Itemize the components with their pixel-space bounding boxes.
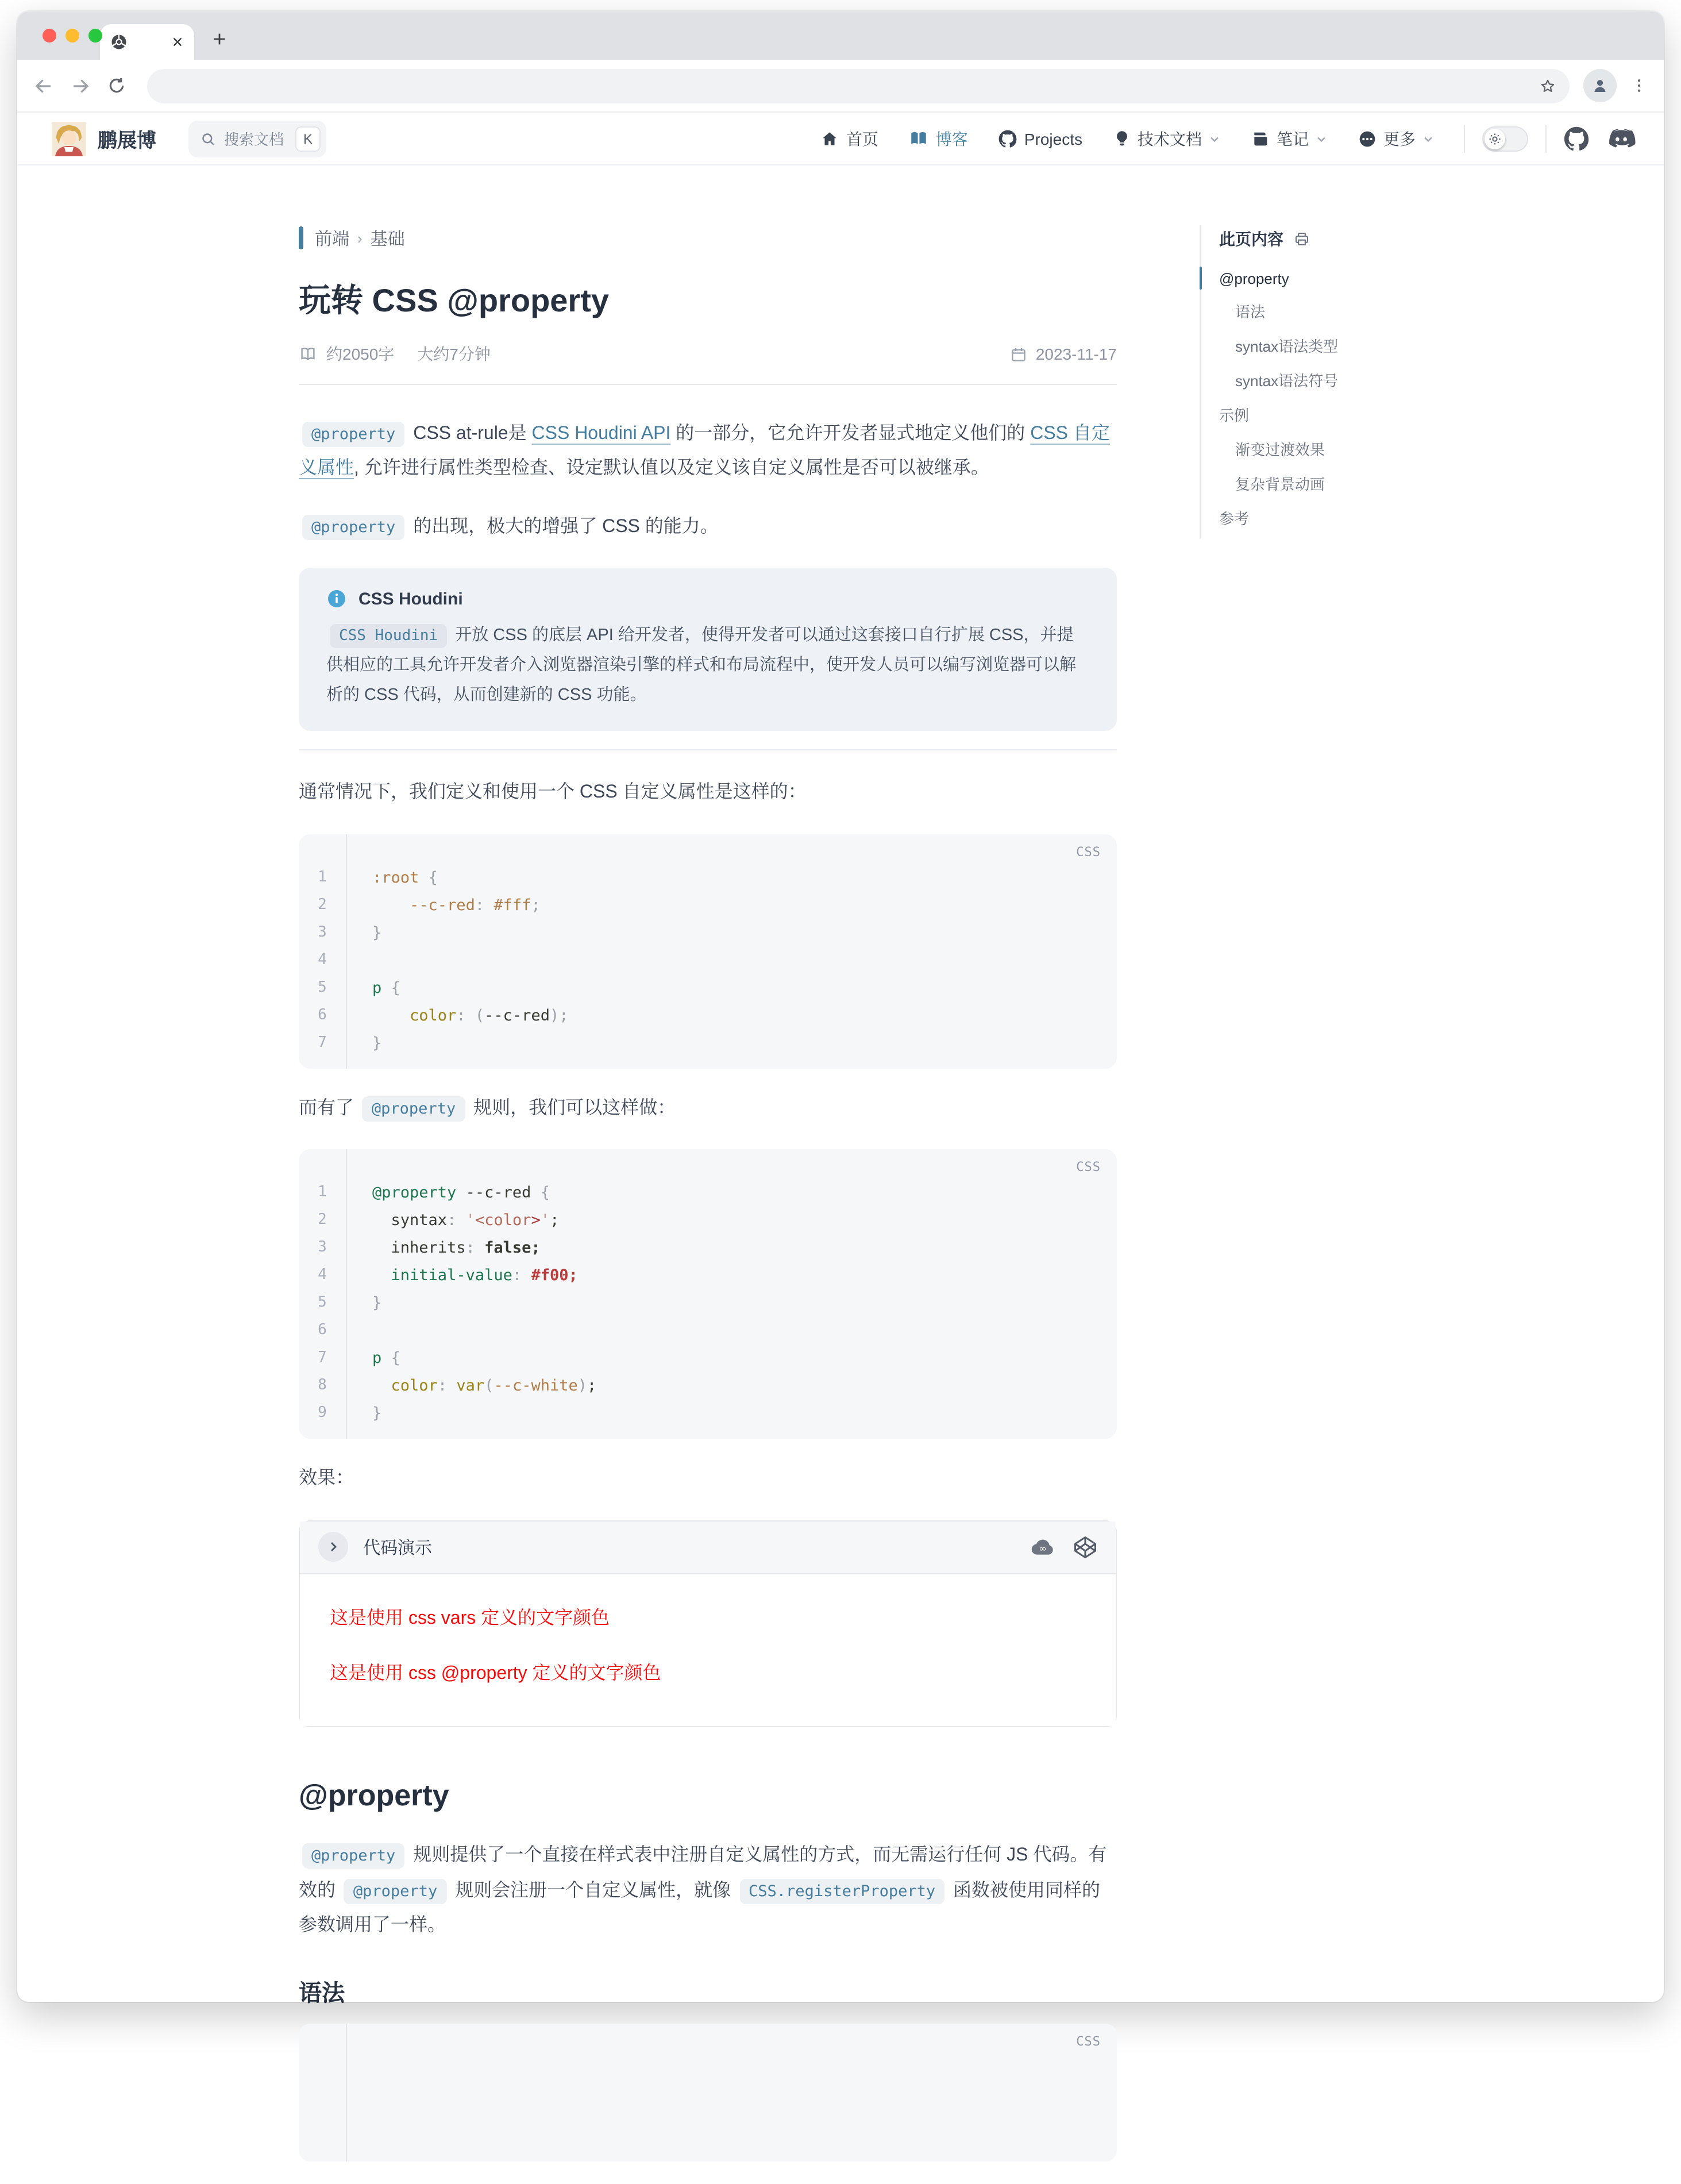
text-run: 而有了 [299,1098,359,1118]
callout-title [326,588,1089,609]
code-token: : [437,1377,448,1396]
demo-title: 代码演示 [363,1538,433,1558]
line-number: 1 [318,868,327,886]
codepen-icon[interactable] [1073,1535,1097,1559]
demo-header [300,1521,1116,1574]
inline-code: @property [302,515,404,540]
code-token: syntax [391,1211,448,1230]
chevron-down-icon [1209,133,1220,144]
code-token: <color [475,1211,531,1230]
code-token [456,1211,465,1230]
info-callout [299,568,1117,731]
code-language-label: CSS [1076,844,1101,860]
code-token: ; [531,896,541,915]
code-token [484,896,493,915]
theme-toggle[interactable] [1482,126,1528,151]
toc-item[interactable]: syntax语法符号 [1235,372,1339,390]
line-number: 3 [318,923,327,941]
code-token: @property [372,1184,457,1203]
code-token [447,1377,456,1395]
code-token: > [531,1211,541,1230]
paragraph [299,776,1117,811]
article-meta [299,342,1117,365]
code-token [475,1239,484,1257]
paragraph [299,1092,1117,1127]
line-number: 6 [318,1006,327,1024]
line-number: 5 [318,1294,327,1312]
code-token [372,1377,391,1395]
reload-icon[interactable] [107,76,126,95]
calendar-icon [1011,345,1028,363]
inline-code: @property [302,422,404,447]
demo-preview [300,1574,1116,1727]
article [299,225,1117,2184]
toc-list [1219,262,1418,537]
code-line [372,1400,1098,1427]
bookmark-star-icon[interactable] [1539,76,1557,95]
cloud-demo-icon[interactable] [1030,1534,1056,1560]
line-number: 8 [318,1377,327,1395]
nav-item-label: 笔记 [1277,129,1309,148]
code-token: ( [484,1377,494,1396]
toc-item[interactable]: 语法 [1235,303,1266,321]
subsection-heading: 语法 [299,1981,345,2006]
code-token: : [512,1266,522,1285]
demo-text-line: 这是使用 css @property 定义的文字颜色 [330,1664,661,1684]
breadcrumb-item-frontend[interactable]: 前端 [315,229,350,249]
divider [1464,125,1465,152]
code-token: : [465,1239,475,1258]
publish-date: 2023-11-17 [1035,345,1117,363]
code-token: ' [465,1211,475,1230]
article-link[interactable]: CSS Houdini API [531,424,671,444]
nav-item-label: Projects [1024,129,1082,148]
nav-item-技术文档[interactable] [1113,127,1220,150]
code-token [456,1184,465,1202]
code-token: color [410,1006,457,1025]
code-token [531,1184,540,1202]
code-line [372,864,1098,892]
toc-panel [1200,225,1418,539]
toc-item[interactable]: 示例 [1219,407,1250,425]
expand-code-button[interactable] [318,1532,348,1562]
code-token: { [428,868,438,887]
code-token: { [391,979,400,997]
nav-item-label: 技术文档 [1138,129,1202,148]
code-line [372,1317,1098,1345]
code-token [372,1239,391,1257]
site-title[interactable]: 鹏展博 [98,130,156,152]
code-token [381,1349,391,1368]
bulb-icon [1113,130,1131,147]
code-token: ' [540,1211,550,1230]
print-icon[interactable] [1294,231,1310,247]
book-icon [909,129,929,148]
paragraph [299,417,1117,487]
code-token: --c-red [465,1184,531,1203]
text-run: 规则会注册一个自定义属性，就像 [450,1881,737,1901]
code-content [347,2023,1117,2161]
code-line [372,1030,1098,1057]
code-line [372,1002,1098,1030]
book-open-icon [299,345,317,363]
line-number: 4 [318,1266,327,1284]
chrome-favicon-icon [110,33,128,51]
article-link[interactable]: CSS 自定义属性 [299,424,1110,479]
code-line [372,1262,1098,1289]
nav-item-博客[interactable] [909,127,968,150]
minimize-window-button[interactable] [65,29,79,43]
line-number: 5 [318,979,327,996]
code-line [372,947,1098,974]
line-number: 2 [318,896,327,914]
code-token: } [372,1034,382,1053]
paragraph [299,1839,1117,1944]
section-heading: @property [299,1778,449,1813]
code-token: p [372,979,382,997]
code-token: ); [549,1006,569,1025]
code-token: color [391,1377,438,1396]
inline-code: @property [344,1879,446,1904]
inline-code: CSS Houdini [330,624,447,648]
toc-item[interactable]: @property [1219,262,1418,296]
code-line [372,1372,1098,1400]
code-token: ; [550,1211,560,1230]
text-run: 的一部分，它允许开发者显式地定义他们的 [670,424,1031,444]
nav-item-Projects[interactable] [999,129,1082,148]
line-number: 7 [318,1349,327,1367]
site-avatar[interactable] [52,121,86,156]
github-icon[interactable] [1564,126,1589,151]
line-number: 4 [318,951,327,969]
line-number: 9 [318,1404,327,1422]
toc-heading-row [1219,228,1418,251]
code-line [372,1207,1098,1234]
breadcrumb-separator: › [357,229,363,246]
search-input[interactable] [188,120,326,157]
line-number: 1 [318,1184,327,1201]
more-icon [1358,129,1377,148]
code-token: --c-red [484,1006,550,1025]
code-token: inherits [391,1239,466,1258]
code-language-label: CSS [1076,2033,1101,2049]
text-run: 的出现，极大的增强了 CSS 的能力。 [408,517,719,537]
code-line [372,1289,1098,1317]
github-icon [999,129,1017,148]
code-token: #fff [493,896,531,915]
inline-code: CSS.registerProperty [739,1879,944,1904]
chevron-down-icon [1422,133,1434,144]
code-line [372,2053,1098,2081]
code-token [466,1007,475,1025]
demo-box [299,1520,1117,1728]
line-number: 7 [318,1034,327,1051]
reading-time: 大约7分钟 [417,345,491,363]
home-icon [821,129,839,148]
divider [299,750,1117,751]
breadcrumb-item-basics[interactable]: 基础 [370,229,405,249]
divider [299,384,1117,385]
url-bar[interactable] [147,68,1570,103]
info-icon [326,588,347,609]
code-token: #f00; [531,1266,578,1285]
browser-menu-icon[interactable] [1630,77,1648,94]
line-numbers [299,1149,347,1439]
back-icon[interactable] [33,75,54,96]
divider [1545,125,1547,152]
code-token: { [540,1184,550,1203]
article-content [299,417,1117,2161]
text-run: 效果： [299,1469,354,1489]
code-token: --c-white [493,1377,578,1396]
code-token: :root [372,868,419,887]
code-token [372,1266,391,1285]
code-token: { [391,1349,400,1368]
code-token: false; [484,1239,541,1258]
notes-icon [1251,129,1270,148]
code-line [372,892,1098,919]
demo-actions [1030,1534,1097,1560]
code-token [381,979,391,997]
text-run: 规则，我们可以这样做： [468,1098,676,1118]
search-shortcut-key: K [295,126,321,151]
code-line [372,919,1098,947]
inline-code: @property [302,1844,404,1869]
search-icon [200,130,216,147]
text-run: 函数被使用同样的参数调用了一样。 [299,1881,1101,1936]
nav-item-更多[interactable] [1358,127,1434,150]
code-token [372,1007,410,1025]
sun-icon [1485,128,1505,149]
search-placeholder: 搜索文档 [224,131,284,148]
new-tab-button[interactable] [203,23,236,55]
browser-toolbar [17,60,1664,113]
breadcrumb-accent-bar [299,226,303,249]
paragraph [299,1462,1117,1497]
page-body [17,165,1664,2184]
code-token: } [372,1404,382,1423]
code-token [419,869,428,887]
breadcrumb [299,225,1117,251]
discord-icon[interactable] [1606,125,1634,152]
browser-tab[interactable] [100,24,194,60]
code-token [372,896,410,915]
code-token: } [372,1294,382,1313]
nav-item-笔记[interactable] [1251,127,1327,150]
code-token: ) [577,1377,588,1396]
chevron-down-icon [1316,133,1327,144]
line-numbers [299,2023,347,2161]
page-title: 玩转 CSS @property [299,283,610,318]
toc-item[interactable]: syntax语法类型 [1235,338,1339,356]
chevron-right-icon [326,1540,340,1554]
browser-tabstrip [17,11,1664,60]
window-controls [43,29,102,43]
line-number: 2 [318,1211,327,1229]
text-run: CSS at-rule是 [408,424,532,444]
code-token: --c-red [410,896,475,915]
code-block [299,1149,1117,1439]
code-line [372,1234,1098,1262]
code-token: ; [587,1377,597,1396]
code-line [372,1179,1098,1207]
code-token: : [456,1006,466,1025]
browser-window [17,11,1664,2049]
line-number: 3 [318,1239,327,1257]
demo-text-line: 这是使用 css vars 定义的文字颜色 [330,1608,610,1628]
tab-close-icon[interactable] [171,36,184,48]
line-numbers [299,834,347,1069]
maximize-window-button[interactable] [88,29,102,43]
code-token: initial-value [391,1266,512,1285]
site-header [17,113,1664,165]
toc-item[interactable]: 复杂背景动画 [1235,475,1325,493]
header-actions [1464,125,1634,152]
toc-item[interactable]: 参考 [1219,510,1250,527]
text-run: 规则提供了一个直接在样式表中注册自定义属性的方式，而无需运行任何 JS 代码。有效的 [299,1846,1107,1901]
nav-item-首页[interactable] [821,127,878,150]
code-token: : [475,896,485,915]
code-token [372,1211,391,1230]
svg-text:∞: ∞ [1039,1542,1047,1554]
code-block [299,2023,1117,2161]
text-run: 通常情况下，我们定义和使用一个 CSS 自定义属性是这样的： [299,783,807,803]
code-token: } [372,923,382,942]
forward-icon[interactable] [70,75,91,96]
text-run: , 允许进行属性类型检查、设定默认值以及定义该自定义属性是否可以被继承。 [354,459,989,479]
nav-item-label: 更多 [1383,129,1416,148]
code-block [299,834,1117,1069]
code-language-label: CSS [1076,1160,1101,1175]
line-number: 6 [318,1322,327,1339]
close-window-button[interactable] [43,29,56,43]
callout-title-text: CSS Houdini [358,589,463,609]
text-run: 开放 CSS 的底层 API 给开发者，使得开发者可以通过这套接口自行扩展 CSS，并提供相应的工具允许开发者介入浏览器渲染引擎的样式和布局流程中，使开发人员可以编写浏览器可以解析的 CSS 代码，从而创建新的 CSS 功能。 [326,626,1076,705]
main-nav [821,127,1434,150]
browser-profile-avatar[interactable] [1583,69,1617,102]
code-content [347,834,1117,1069]
word-count: 约2050字 [326,345,395,363]
code-content [347,1149,1117,1439]
toc-item[interactable]: 渐变过渡效果 [1235,441,1325,459]
toc-heading: 此页内容 [1219,230,1283,248]
code-line [372,974,1098,1002]
inline-code: @property [363,1096,465,1122]
code-line [372,1345,1098,1372]
paragraph [299,510,1117,545]
callout-body [326,621,1089,711]
code-token: var [456,1377,485,1396]
code-token: p [372,1349,382,1368]
code-token [522,1266,531,1285]
nav-item-label: 博客 [935,129,968,148]
code-token: : [447,1211,457,1230]
nav-item-label: 首页 [846,129,878,148]
code-token: ( [475,1006,485,1025]
